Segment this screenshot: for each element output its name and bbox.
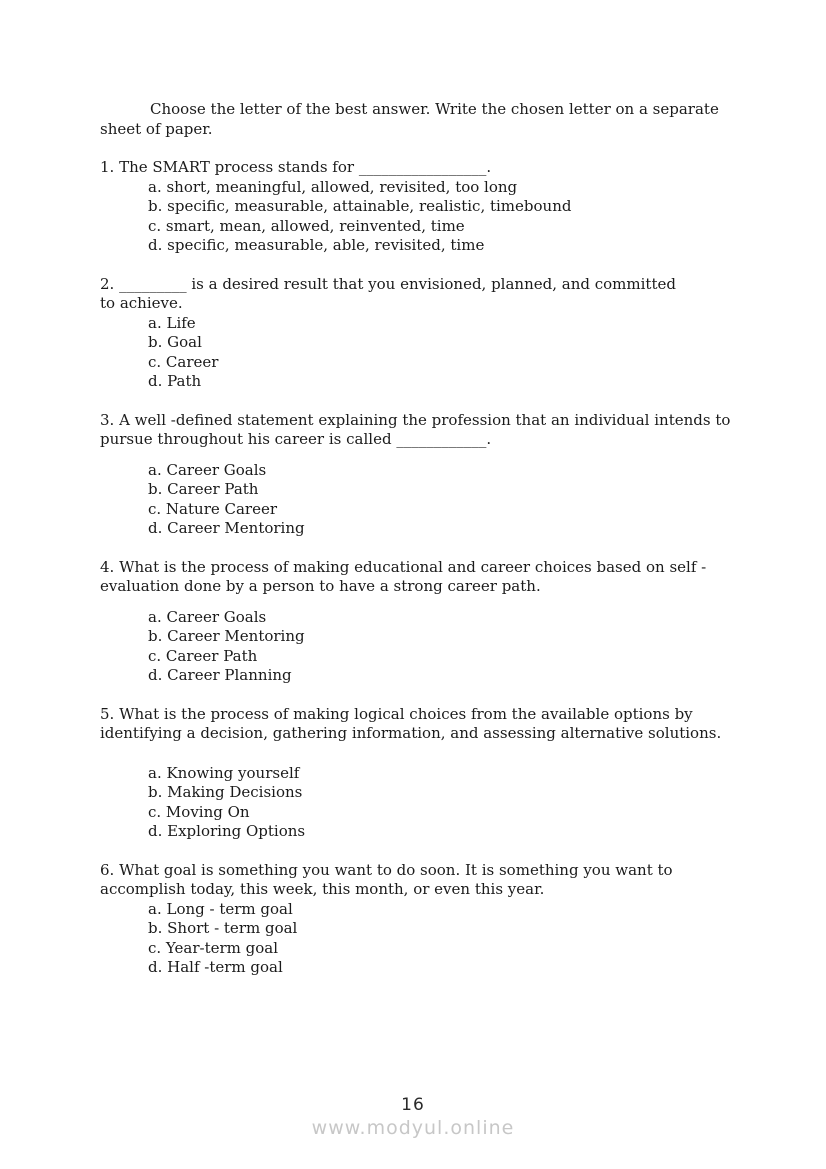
question-text-line: to achieve. [100, 294, 183, 312]
question-block [100, 158, 766, 256]
option-line: d. Path [148, 372, 202, 390]
instructions-line: Choose the letter of the best answer. Write the chosen letter on a separate [150, 100, 719, 118]
question-block [100, 275, 766, 392]
question-text-line: 1. The SMART process stands for _________________. [100, 158, 492, 176]
question-text-line: 6. What goal is something you want to do soon. It is something you want to [100, 860, 673, 879]
question-text-line: identifying a decision, gathering information, and assessing alternative solutions. [100, 724, 722, 742]
question-block [100, 558, 766, 686]
question-block [100, 411, 766, 539]
question-block [100, 705, 766, 842]
option-line: b. Career Mentoring [148, 627, 305, 645]
question-text-line: accomplish today, this week, this month, or even this year. [100, 880, 545, 898]
page-footer [0, 1096, 826, 1138]
option-line: b. specific, measurable, attainable, realistic, timebound [148, 197, 572, 215]
question-text-line: 4. What is the process of making educational and career choices based on self - [100, 557, 707, 576]
option-line: c. smart, mean, allowed, reinvented, time [148, 216, 465, 235]
option-line: a. short, meaningful, allowed, revisited, too long [148, 177, 518, 196]
question-text-line: 3. A well -defined statement explaining the profession that an individual intends to [100, 410, 731, 429]
option-line: a. Long - term goal [148, 899, 293, 918]
option-line: c. Year-term goal [148, 938, 279, 957]
option-line: c. Moving On [148, 802, 250, 821]
option-line: d. specific, measurable, able, revisited, time [148, 236, 485, 254]
option-line: b. Career Path [148, 480, 259, 498]
option-line: c. Career [148, 352, 219, 371]
question-block [100, 861, 766, 978]
option-line: c. Nature Career [148, 499, 278, 518]
option-line: d. Exploring Options [148, 822, 306, 840]
options-list [100, 314, 766, 392]
options-list [100, 764, 766, 842]
option-line: b. Making Decisions [148, 783, 303, 801]
option-line: a. Life [148, 313, 196, 332]
option-line: a. Knowing yourself [148, 763, 300, 782]
options-list [100, 461, 766, 539]
options-list [100, 178, 766, 256]
options-list [100, 900, 766, 978]
questions [100, 158, 766, 978]
option-line: b. Goal [148, 333, 202, 351]
instructions-paragraph [100, 100, 766, 139]
option-line: a. Career Goals [148, 607, 267, 626]
option-line: b. Short - term goal [148, 919, 298, 937]
question-text-line: 2. _________ is a desired result that you envisioned, planned, and committed [100, 274, 676, 293]
option-line: c. Career Path [148, 646, 258, 665]
question-text-line: 5. What is the process of making logical choices from the available options by [100, 704, 693, 723]
options-list [100, 608, 766, 686]
option-line: d. Career Mentoring [148, 519, 305, 537]
option-line: a. Career Goals [148, 460, 267, 479]
question-text-line: evaluation done by a person to have a strong career path. [100, 577, 541, 595]
instructions-line: sheet of paper. [100, 119, 213, 138]
watermark-text: www.modyul.online [311, 1116, 515, 1139]
option-line: d. Career Planning [148, 666, 292, 684]
page-number: 16 [401, 1095, 425, 1115]
option-line: d. Half -term goal [148, 958, 283, 976]
question-text-line: pursue throughout his career is called ____________. [100, 430, 492, 448]
